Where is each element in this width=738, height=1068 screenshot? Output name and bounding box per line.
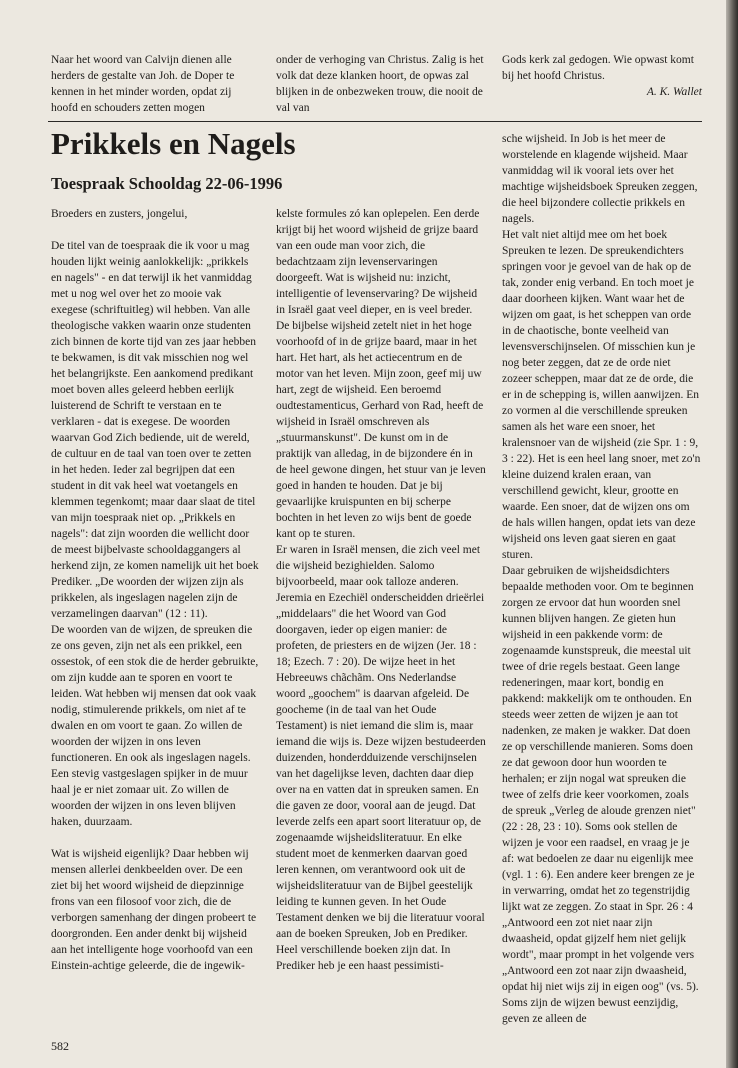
paragraph: kelste formules zó kan oplepelen. Een derde krijgt bij het woord wijsheid de grijze baard van een oude man voor zich, die bedachtzaam zijn levenservaringen doorgeeft. Wat is wijsheid nu: inzicht, intelligentie of levenservaring? De wijsheid in Israël gaat veel dieper, en is veel breder. De bijbelse wijsheid zetelt niet in het hoge voorhoofd of in de grijze baard, maar in het hart. Het hart, als het actiecentrum en de motor van het leven. Mijn zoon, geef mij uw hart, zegt de wijsheid. Een beroemd oudtestamenticus, Gerhard von Rad, heeft de wijsheid in Israël omschreven als „stuurmanskunst". De kunst om in de praktijk van alledag, in de bijzondere én in de heel gewone dingen, het stuur van je leven goed in handen te houden. Dat je bij gevaarlijke kruispunten en bij scherpe bochten in het leven zo wijs bent de goede kant op te sturen.: [276, 208, 486, 540]
previous-article-column-2: [276, 52, 486, 116]
previous-article-text: Naar het woord van Calvijn dienen alle herders de gestalte van Joh. de Doper te kennen in het minder worden, opdat zij hoofd en schouders zetten mogen: [51, 54, 235, 114]
paragraph: De titel van de toespraak die ik voor u mag houden lijkt weinig aanlokkelijk: „prikkels en nagels" - en dat terwijl ik het vanmiddag met u nog wel over het zo mooie vak exegese (schriftuitleg) wil hebben. Van alle theologische vakken waarin onze studenten zich binnen de korte tijd van zes jaar hebben te bekwamen, is dit vak misschien nog wel het belangrijkste. Een aankomend predikant moet boven alles geleerd hebben eerlijk luisterend de Schrift te verstaan en te verklaren - dat is exegese. De woorden waarvan God Zich bediende, uit de wereld, de cultuur en de taal van toen over te zetten in het heden. Ieder zal begrijpen dat een student in dit vak heel wat voetangels en klemmen tegenkomt; maar daar slaat de titel van mijn toespraak niet op. „Prikkels en nagels": dat zijn woorden die wellicht door de meest bijbelvaste schooldaggangers al herkend zijn, ze komen namelijk uit het boek Prediker. „De woorden der wijzen zijn als prikkelen, als ingeslagen nagelen zijn de verzamelingen daarvan" (12 : 11).: [51, 240, 259, 620]
article-column-1: [51, 206, 259, 974]
previous-article-column-3: [502, 52, 702, 100]
paragraph: Het valt niet altijd mee om het boek Spreuken te lezen. De spreukendichters springen voor je gevoel van de hak op de tak, zonder enig verband. En toch moet je daar doorheen kijken. Want waar het de wijzen om gaat, is het scheppen van orde in de chaotische, bonte veelheid van levensverschijnselen. Of misschien kun je nog beter zeggen, dat ze de orde niet zozeer scheppen, maar dat ze de orde, die er in de schepping is, willen aanwijzen. En zo vormen al die verschillende spreuken samen als het ware een snoer, het kralensnoer van de wijsheid (zie Spr. 1 : 9, 3 : 22). Het is een heel lang snoer, met zo'n kleine duizend kralen eraan, van verschillend gewicht, kleur, grootte en waarde. Een snoer, dat de wijzen ons om de hals willen hangen, opdat iets van deze wijsheid ons leven gaat sieren en gaat sturen.: [502, 229, 701, 561]
section-divider: [48, 121, 702, 122]
page-number: 582: [51, 1039, 69, 1053]
article-subtitle: Toespraak Schooldag 22-06-1996: [51, 174, 283, 193]
paragraph: Daar gebruiken de wijsheidsdichters bepaalde methoden voor. Om te beginnen zorgen ze ervoor dat hun woorden snel kunnen blijven hangen. Ze gieten hun wijsheid in een pakkende vorm: de zogenaamde kunstspreuk, die meestal uit twee of drie regels bestaat. Geen lange redeneringen, maar kort, bondig en pakkend: makkelijk om te onthouden. En steeds weer zetten de wijzen je aan tot nadenken, ze maken je wakker. Dat doen ze op verschillende manieren. Soms doen ze dat gewoon door hun woorden te herhalen; er zijn nogal wat spreuken die twee of zelfs drie keer voorkomen, zoals de spreuk „Verleg de aloude grenzen niet" (22 : 28, 23 : 10). Soms ook stellen de wijzen je voor een raadsel, en vraag je je af: wat bedoelen ze daar nu eigenlijk mee (vgl. 1 : 6). Een andere keer brengen ze je in verwarring, omdat het zo tegenstrijdig lijkt wat ze zeggen. Zo staat in Spr. 26 : 4 „Antwoord een zot niet naar zijn dwaasheid, opdat gijzelf hem niet gelijk wordt", maar prompt in het volgende vers „Antwoord een zot naar zijn dwaasheid, opdat hij niet wijs zij in eigen oog" (vs. 5). Soms zijn de wijzen bewust eenzijdig, geven ze alleen de: [502, 565, 699, 1025]
article-column-3: [502, 131, 702, 1027]
salutation: Broeders en zusters, jongelui,: [51, 208, 188, 220]
paragraph: Er waren in Israël mensen, die zich veel met die wijsheid bezighielden. Salomo bijvoorbeeld, maar ook talloze anderen. Jeremia en Ezechiël onderscheidden drieërlei „middelaars" die het Woord van God doorgaven, ieder op eigen manier: de profeten, de priesters en de wijzen (Jer. 18 : 18; Ezech. 7 : 20). De wijze heet in het Hebreeuws chãchãm. Ons Nederlandse woord „goochem" is daarvan afgeleid. De goocheme (in de taal van het Oude Testament) is niet iemand die slim is, maar iemand die wijs is. Deze wijzen bestudeerden duizenden, honderdduizende verschijnselen van het dagelijkse leven, dachten daar diep over na en vatten dat in spreuken samen. En die gaven ze door, vooral aan de jeugd. Dat leverde zelfs een apart soort literatuur op, de zogenaamde wijsheidsliteratuur. En elke student moet de kenmerken daarvan goed leren kennen, om verantwoord ook uit de wijsheidsliteratuur van de Bijbel geestelijk leiding te kunnen geven. In het Oude Testament denken we bij die literatuur vooral aan de boeken Spreuken, Job en Prediker. Heel verschillende boeken zijn dat. In Prediker heb je een haast pessimisti-: [276, 544, 486, 972]
previous-article-text: onder de verhoging van Christus. Zalig is het volk dat deze klanken hoort, de opwas zal blijken in de onbezweken trouw, die nooit de val van: [276, 54, 484, 114]
author-signature: A. K. Wallet: [646, 86, 702, 98]
paragraph: De woorden van de wijzen, de spreuken die ze ons geven, zijn net als een prikkel, een ossestok, of een stok die de herder gebruikte, om zijn kudde aan te sporen en voort te leiden. Wat hebben wij mensen dat ook vaak nodig, stimulerende prikkels, om niet af te dwalen en om voort te gaan. Zo willen de woorden der wijzen in ons leven functioneren. En ook als ingeslagen nagels. Een stevig vastgeslagen spijker in de muur haal je er niet zomaar uit. Zo willen de woorden der wijzen in ons leven blijven haken, duurzaam.: [51, 624, 259, 828]
article-column-2: [276, 206, 486, 974]
previous-article-column-1: [51, 52, 259, 116]
previous-article-text: Gods kerk zal gedogen. Wie opwast komt bij het hoofd Christus.: [502, 54, 694, 82]
book-spine-shadow: [726, 0, 738, 1068]
paragraph: sche wijsheid. In Job is het meer de worstelende en klagende wijsheid. Maar vanmiddag wil ik vooral iets over het machtige wijsheidsboek Spreuken zeggen, die heel bijzondere collectie prikkels en nagels.: [502, 133, 698, 225]
paragraph: Wat is wijsheid eigenlijk? Daar hebben wij mensen allerlei denkbeelden over. De een ziet bij het woord wijsheid de diepzinnige frons van een filosoof voor zich, die de verborgen samenhang der dingen probeert te doorgronden. Een ander denkt bij wijsheid aan het intelligente hoge voorhoofd van een Einstein-achtige geleerde, die de ingewik-: [51, 848, 257, 972]
article-title: Prikkels en Nagels: [51, 126, 296, 161]
